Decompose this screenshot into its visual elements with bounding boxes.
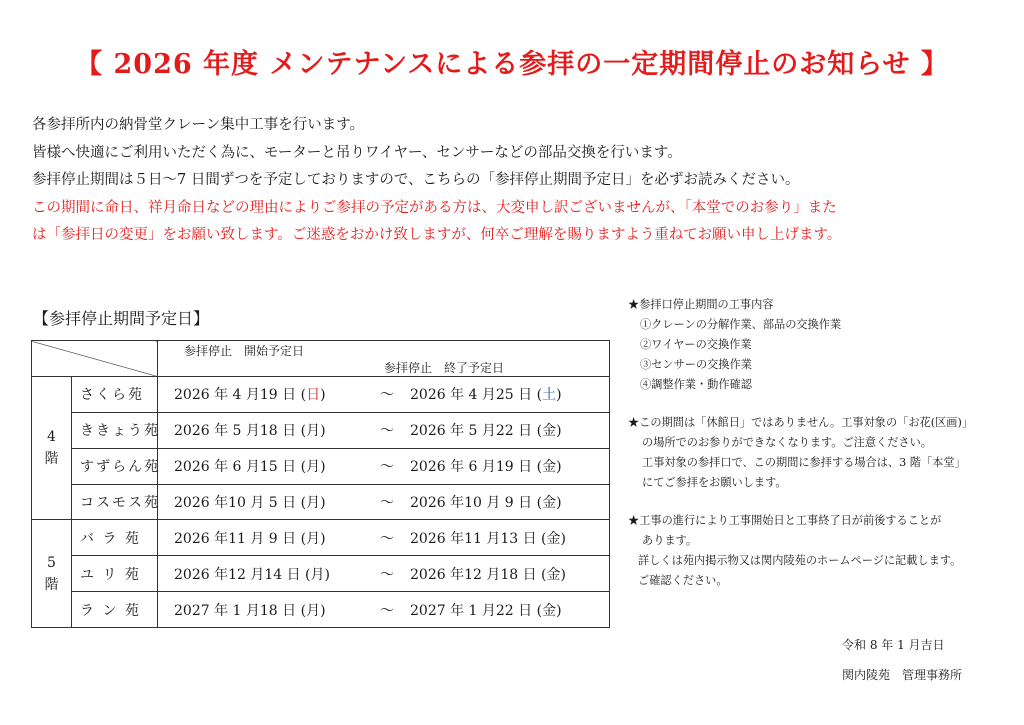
spacer	[628, 395, 1008, 413]
schedule-change-note: ★工事の進行により工事開始日と工事終了日が前後することが	[628, 514, 942, 527]
date-range	[158, 520, 610, 556]
date-range	[158, 556, 610, 592]
hall-name: ユ リ 苑	[72, 556, 158, 592]
end-date: 2026 年11 月13 日 (金)	[404, 528, 566, 548]
schedule-change-note-line: ご確認ください。	[638, 574, 728, 587]
work-content-heading: ★参拝口停止期間の工事内容	[628, 298, 774, 311]
date-range	[158, 377, 610, 413]
start-weekday: 月	[306, 530, 321, 547]
end-weekday: 金	[542, 423, 557, 440]
issue-date: 令和 8 年 1 月吉日	[842, 638, 945, 652]
work-item: ③センサーの交換作業	[640, 358, 752, 371]
end-date: 2026 年12 月18 日 (金)	[404, 564, 566, 584]
start-weekday: 月	[306, 423, 321, 440]
header-diagonal-cell	[32, 341, 158, 377]
work-item: ①クレーンの分解作業、部品の交換作業	[640, 318, 842, 331]
intro-text	[32, 112, 1002, 250]
start-weekday: 月	[306, 459, 321, 476]
start-weekday: 日	[306, 387, 321, 404]
end-weekday: 金	[542, 602, 557, 619]
range-tilde: 〜	[380, 530, 394, 547]
floor-number: 5	[47, 554, 56, 571]
start-date: 2026 年 4 月19 日 (日)	[158, 384, 370, 404]
header-end-date: 参拝停止 終了予定日	[384, 360, 505, 375]
floor-label: 階	[44, 576, 59, 593]
end-date: 2026 年 4 月25 日 (土)	[404, 384, 562, 404]
start-date: 2026 年10 月 5 日 (月)	[158, 492, 370, 512]
table-row	[32, 484, 610, 520]
floor-5-cell	[32, 520, 72, 628]
end-weekday: 金	[542, 494, 557, 511]
schedule-change-note-line: あります。	[642, 534, 698, 547]
intro-warning-1: この期間に命日、祥月命日などの理由によりご参拝の予定がある方は、大変申し訳ございませんが、「本堂でのお参り」また	[32, 199, 837, 216]
start-date: 2026 年 5 月18 日 (月)	[158, 420, 370, 440]
floor-label: 階	[44, 451, 59, 468]
hall-name: すずらん苑	[72, 448, 158, 484]
date-range	[158, 412, 610, 448]
intro-warning-2: は「参拝日の変更」をお願い致します。ご迷惑をおかけ致しますが、何卒ご理解を賜りますよう重ねてお願い申し上げます。	[32, 227, 842, 243]
date-range	[158, 448, 610, 484]
end-date: 2026 年 5 月22 日 (金)	[404, 420, 562, 440]
schedule-heading: 【参拝停止期間予定日】	[33, 309, 210, 328]
hall-name: さくら苑	[72, 377, 158, 413]
end-weekday: 金	[546, 566, 561, 583]
start-weekday: 月	[306, 602, 321, 619]
end-date: 2026 年10 月 9 日 (金)	[404, 492, 562, 512]
date-range	[158, 592, 610, 628]
start-date: 2026 年12 月14 日 (月)	[158, 564, 370, 584]
intro-line-1: 各参拝所内の納骨堂クレーン集中工事を行います。	[32, 117, 365, 133]
header-cell	[158, 341, 610, 377]
table-row	[32, 448, 610, 484]
hall-name: コスモス苑	[72, 484, 158, 520]
holiday-note: ★この期間は「休館日」ではありません。工事対象の「お花(区画)」	[628, 416, 974, 429]
start-date: 2027 年 1 月18 日 (月)	[158, 600, 370, 620]
holiday-note-line: にてご参拝をお願いします。	[642, 476, 787, 489]
work-item: ②ワイヤーの交換作業	[640, 338, 752, 351]
table-row	[32, 520, 610, 556]
start-date: 2026 年11 月 9 日 (月)	[158, 528, 370, 548]
hall-name: ききょう苑	[72, 412, 158, 448]
end-weekday: 土	[542, 387, 557, 404]
end-weekday: 金	[542, 459, 557, 476]
table-row	[32, 377, 610, 413]
floor-4-cell	[32, 377, 72, 520]
end-date: 2026 年 6 月19 日 (金)	[404, 456, 562, 476]
start-weekday: 月	[306, 494, 321, 511]
start-date: 2026 年 6 月15 日 (月)	[158, 456, 370, 476]
start-weekday: 月	[310, 566, 325, 583]
range-tilde: 〜	[380, 387, 394, 404]
date-range	[158, 484, 610, 520]
table-row	[32, 592, 610, 628]
table-row	[32, 412, 610, 448]
range-tilde: 〜	[380, 566, 394, 583]
end-date: 2027 年 1 月22 日 (金)	[404, 600, 562, 620]
intro-line-2: 皆様へ快適にご利用いただく為に、モーターと吊りワイヤー、センサーなどの部品交換を行います。	[32, 144, 682, 161]
notes-panel	[628, 295, 1008, 591]
work-item: ④調整作業・動作確認	[640, 378, 752, 391]
intro-line-3: 参拝停止期間は５日〜7 日間ずつを予定しておりますので、こちらの「参拝停止期間予定日」を必ずお読みください。	[32, 172, 800, 188]
holiday-note-line: の場所でのお参りができなくなります。ご注意ください。	[642, 436, 932, 449]
schedule-change-note-line: 詳しくは苑内掲示物又は関内陵苑のホームページに記載します。	[638, 554, 962, 567]
notice-title: 【 2026 年度 メンテナンスによる参拝の一定期間停止のお知らせ 】	[75, 49, 949, 80]
schedule-header-row	[32, 341, 610, 377]
floor-number: 4	[47, 429, 56, 446]
header-start-date: 参拝停止 開始予定日	[184, 343, 305, 358]
table-row	[32, 556, 610, 592]
range-tilde: 〜	[380, 423, 394, 440]
range-tilde: 〜	[380, 494, 394, 511]
range-tilde: 〜	[380, 459, 394, 476]
spacer	[628, 493, 1008, 511]
end-weekday: 金	[546, 530, 561, 547]
range-tilde: 〜	[380, 602, 394, 619]
issuer-office: 関内陵苑 管理事務所	[842, 668, 963, 682]
holiday-note-line: 工事対象の参拝口で、この期間に参拝する場合は、3 階「本堂」	[642, 456, 966, 469]
hall-name: ラ ン 苑	[72, 592, 158, 628]
schedule-table	[31, 340, 610, 628]
hall-name: バ ラ 苑	[72, 520, 158, 556]
